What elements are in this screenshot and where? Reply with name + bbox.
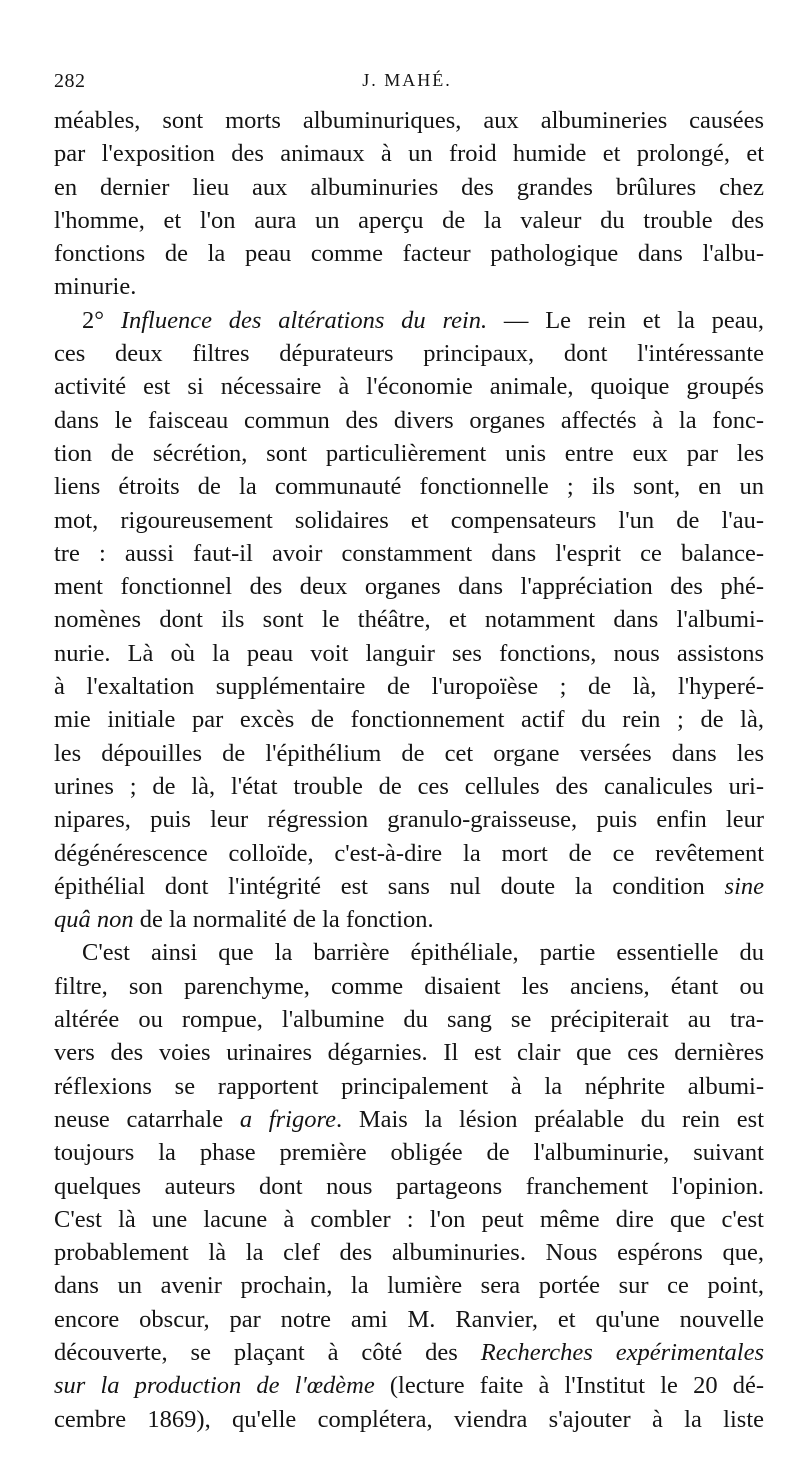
italic-text: Recherches expérimentales	[480, 1338, 764, 1366]
text-segment: probablement là la clef des albuminuries. Nous espérons que,	[54, 1239, 764, 1267]
text-segment: ment fonctionnel des deux organes dans l'appréciation des phé-	[54, 573, 764, 601]
text-segment: toujours la phase première obligée de l'albuminurie, suivant	[54, 1139, 764, 1167]
text-segment: filtre, son parenchyme, comme disaient les anciens, étant ou	[54, 972, 764, 1000]
text-segment: dégénérescence colloïde, c'est-à-dire la mort de ce revêtement	[54, 839, 764, 867]
text-segment: fonctions de la peau comme facteur pathologique dans l'albu-	[54, 240, 764, 268]
text-line	[54, 437, 764, 470]
text-line	[54, 770, 764, 803]
text-segment: 2°	[82, 306, 121, 334]
text-segment: dans un avenir prochain, la lumière sera portée sur ce point,	[54, 1272, 764, 1300]
text-line	[54, 504, 764, 537]
text-line	[54, 570, 764, 603]
italic-text: sine	[724, 872, 764, 900]
text-line	[54, 237, 764, 270]
text-segment: tion de sécrétion, sont particulièrement unis entre eux par les	[54, 439, 764, 467]
text-line	[54, 1003, 764, 1036]
text-segment: ces deux filtres dépurateurs principaux, dont l'intéressante	[54, 340, 764, 368]
text-segment: encore obscur, par notre ami M. Ranvier, et qu'une nouvelle	[54, 1305, 764, 1333]
text-line	[54, 970, 764, 1003]
text-line	[54, 870, 764, 903]
text-segment: réflexions se rapportent principalement à la néphrite albumi-	[54, 1072, 764, 1100]
text-segment: nipares, puis leur régression granulo-graisseuse, puis enfin leur	[54, 806, 764, 834]
text-line	[54, 1203, 764, 1236]
text-line	[54, 1269, 764, 1302]
text-line	[54, 637, 764, 670]
text-segment: les dépouilles de l'épithélium de cet organe versées dans les	[54, 739, 764, 767]
text-line	[54, 1303, 764, 1336]
text-segment: méables, sont morts albuminuriques, aux albumineries causées	[54, 107, 764, 134]
text-line	[54, 837, 764, 870]
text-line	[54, 104, 764, 137]
text-line	[54, 537, 764, 570]
body-text	[54, 104, 764, 1436]
text-line	[54, 1070, 764, 1103]
italic-text: sur la production de l'œdème	[54, 1372, 375, 1400]
text-line	[54, 370, 764, 403]
text-segment: nurie. Là où la peau voit languir ses fonctions, nous assistons	[54, 639, 764, 667]
text-segment: . Mais la lésion préalable du rein est	[335, 1105, 764, 1133]
text-segment: mot, rigoureusement solidaires et compensateurs l'un de l'au-	[54, 506, 764, 534]
text-line	[54, 670, 764, 703]
text-segment: cembre 1869), qu'elle complétera, viendra s'ajouter à la liste	[54, 1405, 764, 1433]
page-number: 282	[54, 70, 86, 92]
text-segment: dans le faisceau commun des divers organes affectés à la fonc-	[54, 406, 764, 434]
text-line	[54, 1036, 764, 1069]
text-line	[54, 204, 764, 237]
text-segment: C'est là une lacune à combler : l'on peut même dire que c'est	[54, 1205, 764, 1233]
text-line	[54, 1103, 764, 1136]
text-segment: découverte, se plaçant à côté des	[54, 1338, 481, 1366]
text-segment: neuse catarrhale	[54, 1105, 240, 1133]
italic-text: Influence des altérations du rein.	[120, 306, 488, 334]
text-segment: l'homme, et l'on aura un aperçu de la valeur du trouble des	[54, 206, 764, 234]
text-line	[54, 137, 764, 170]
text-line	[54, 470, 764, 503]
text-segment: nomènes dont ils sont le théâtre, et notamment dans l'albumi-	[54, 606, 764, 634]
text-line	[54, 404, 764, 437]
text-segment: quelques auteurs dont nous partageons franchement l'opinion.	[54, 1172, 764, 1200]
text-segment: altérée ou rompue, l'albumine du sang se précipiterait au tra-	[54, 1006, 764, 1034]
text-line	[54, 936, 764, 969]
text-segment: mie initiale par excès de fonctionnement actif du rein ; de là,	[54, 706, 764, 734]
text-line	[54, 737, 764, 770]
text-segment: liens étroits de la communauté fonctionnelle ; ils sont, en un	[54, 473, 764, 501]
text-segment: activité est si nécessaire à l'économie animale, quoique groupés	[54, 373, 764, 401]
text-segment: à l'exaltation supplémentaire de l'uropoïèse ; de là, l'hyperé-	[54, 673, 764, 701]
italic-text: quâ non	[54, 906, 134, 934]
text-line	[54, 1403, 764, 1436]
text-line	[54, 1236, 764, 1269]
text-line	[54, 1170, 764, 1203]
page-header	[54, 70, 760, 104]
text-segment: minurie.	[54, 273, 137, 301]
text-line	[54, 803, 764, 836]
running-head: J. MAHÉ.	[362, 70, 452, 90]
text-segment: tre : aussi faut-il avoir constamment dans l'esprit ce balance-	[54, 539, 764, 567]
text-line	[54, 1369, 764, 1402]
text-line	[54, 703, 764, 736]
text-line	[54, 304, 764, 337]
text-line	[54, 171, 764, 204]
text-segment: — Le rein et la peau,	[487, 306, 765, 334]
text-segment: C'est ainsi que la barrière épithéliale, partie essentielle du	[82, 939, 764, 967]
text-segment: (lecture faite à l'Institut le 20 dé-	[374, 1372, 764, 1400]
text-segment: par l'exposition des animaux à un froid humide et prolongé, et	[54, 140, 764, 168]
italic-text: a frigore	[239, 1105, 336, 1133]
text-segment: urines ; de là, l'état trouble de ces cellules des canalicules uri-	[54, 772, 764, 800]
text-segment: épithélial dont l'intégrité est sans nul doute la condition	[54, 872, 725, 900]
text-segment: vers des voies urinaires dégarnies. Il est clair que ces dernières	[54, 1039, 764, 1067]
text-line	[54, 1136, 764, 1169]
text-line	[54, 337, 764, 370]
text-line	[54, 903, 764, 936]
text-line	[54, 270, 764, 303]
text-segment: en dernier lieu aux albuminuries des grandes brûlures chez	[54, 173, 764, 201]
text-line	[54, 603, 764, 636]
text-segment: de la normalité de la fonction.	[133, 906, 434, 934]
text-line	[54, 1336, 764, 1369]
